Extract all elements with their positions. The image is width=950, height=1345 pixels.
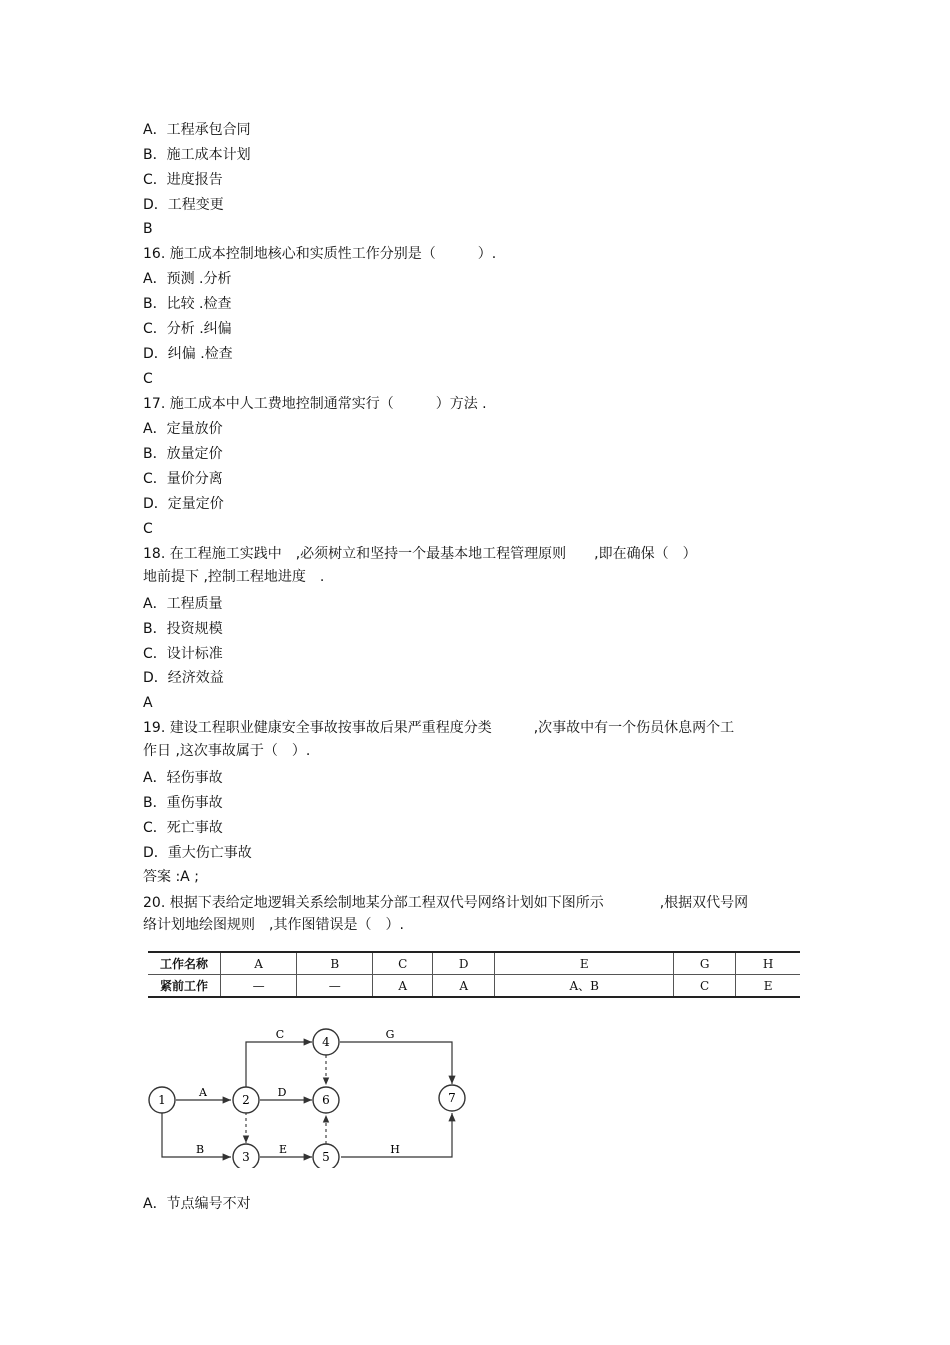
option-line: A．工程承包合同 (143, 122, 251, 138)
svg-text:6: 6 (322, 1093, 330, 1107)
activity-label-g: G (385, 1028, 395, 1041)
table-cell: A、B (495, 975, 674, 998)
arrow-g (340, 1042, 452, 1084)
table-header-cell: 紧前工作 (148, 975, 221, 998)
node-2 (233, 1087, 259, 1113)
activity-label-h: H (390, 1143, 400, 1156)
node-6 (313, 1087, 339, 1113)
svg-text:7: 7 (448, 1091, 456, 1105)
network-diagram (140, 1018, 470, 1168)
answer-line: A (143, 695, 153, 711)
option-line: C．分析 .纠偏 (143, 321, 232, 337)
option-line: C．设计标准 (143, 646, 223, 662)
question-line: 地前提下 ,控制工程地进度 . (143, 569, 325, 585)
table-cell: C (674, 975, 736, 998)
activity-label-d: D (277, 1086, 287, 1099)
option-line: A．预测 .分析 (143, 271, 232, 287)
option-line: A．工程质量 (143, 596, 223, 612)
answer-line: B (143, 221, 153, 237)
activity-label-c: C (275, 1028, 285, 1041)
table-cell: A (373, 975, 433, 998)
option-line: B．重伤事故 (143, 795, 223, 811)
svg-text:1: 1 (158, 1093, 166, 1107)
table-cell: E (736, 975, 800, 998)
question-line: 17. 施工成本中人工费地控制通常实行（ ）方法 . (143, 396, 487, 412)
option-line: C．量价分离 (143, 471, 223, 487)
node-1 (149, 1087, 175, 1113)
answer-line: 答案 :A ; (143, 869, 199, 885)
svg-text:2: 2 (242, 1093, 250, 1107)
table-cell: G (674, 952, 736, 975)
table-row (148, 952, 800, 975)
question-line: 18. 在工程施工实践中 ,必须树立和坚持一个最基本地工程管理原则 ,即在确保（ ） (143, 546, 697, 562)
table-cell: D (433, 952, 495, 975)
activity-label-b: B (195, 1143, 205, 1156)
option-line: C．进度报告 (143, 172, 223, 188)
node-5 (313, 1144, 339, 1168)
option-line: D．纠偏 .检查 (143, 346, 233, 362)
svg-text:3: 3 (242, 1150, 250, 1164)
table-cell: A (221, 952, 297, 975)
option-line: C．死亡事故 (143, 820, 223, 836)
option-line: B．放量定价 (143, 446, 223, 462)
table-cell: H (736, 952, 800, 975)
work-relation-table (148, 951, 800, 998)
answer-line: C (143, 521, 153, 537)
node-7 (439, 1085, 465, 1111)
table-cell: C (373, 952, 433, 975)
option-line: D．工程变更 (143, 197, 224, 213)
table-cell: E (495, 952, 674, 975)
option-line: B．比较 .检查 (143, 296, 232, 312)
option-line: B．投资规模 (143, 621, 223, 637)
question-line: 16. 施工成本控制地核心和实质性工作分别是（ ）. (143, 246, 497, 262)
answer-line: C (143, 371, 153, 387)
activity-label-a: A (199, 1086, 207, 1099)
option-line: A．轻伤事故 (143, 770, 223, 786)
option-line: A．定量放价 (143, 421, 223, 437)
question-line: 络计划地绘图规则 ,其作图错误是（ ）. (143, 917, 404, 933)
svg-text:4: 4 (322, 1035, 330, 1049)
table-cell: A (433, 975, 495, 998)
svg-text:5: 5 (322, 1150, 330, 1164)
option-line: B．施工成本计划 (143, 147, 251, 163)
question-line: 作日 ,这次事故属于（ ）. (143, 743, 311, 759)
option-line: D．定量定价 (143, 496, 224, 512)
activity-label-e: E (278, 1143, 288, 1156)
question-line: 20. 根据下表给定地逻辑关系绘制地某分部工程双代号网络计划如下图所示 ,根据双代号网 (143, 895, 749, 911)
option-line: D．经济效益 (143, 670, 224, 686)
table-cell: — (297, 975, 373, 998)
question-line: 19. 建设工程职业健康安全事故按事故后果严重程度分类 ,次事故中有一个伤员休息两个工 (143, 720, 735, 736)
table-row (148, 975, 800, 998)
arrow-c (246, 1042, 312, 1088)
node-4 (313, 1029, 339, 1055)
option-line: D．重大伤亡事故 (143, 845, 252, 861)
table-cell: — (221, 975, 297, 998)
table-cell: B (297, 952, 373, 975)
table-header-cell: 工作名称 (148, 952, 221, 975)
option-line: A．节点编号不对 (143, 1196, 251, 1212)
node-3 (233, 1144, 259, 1168)
